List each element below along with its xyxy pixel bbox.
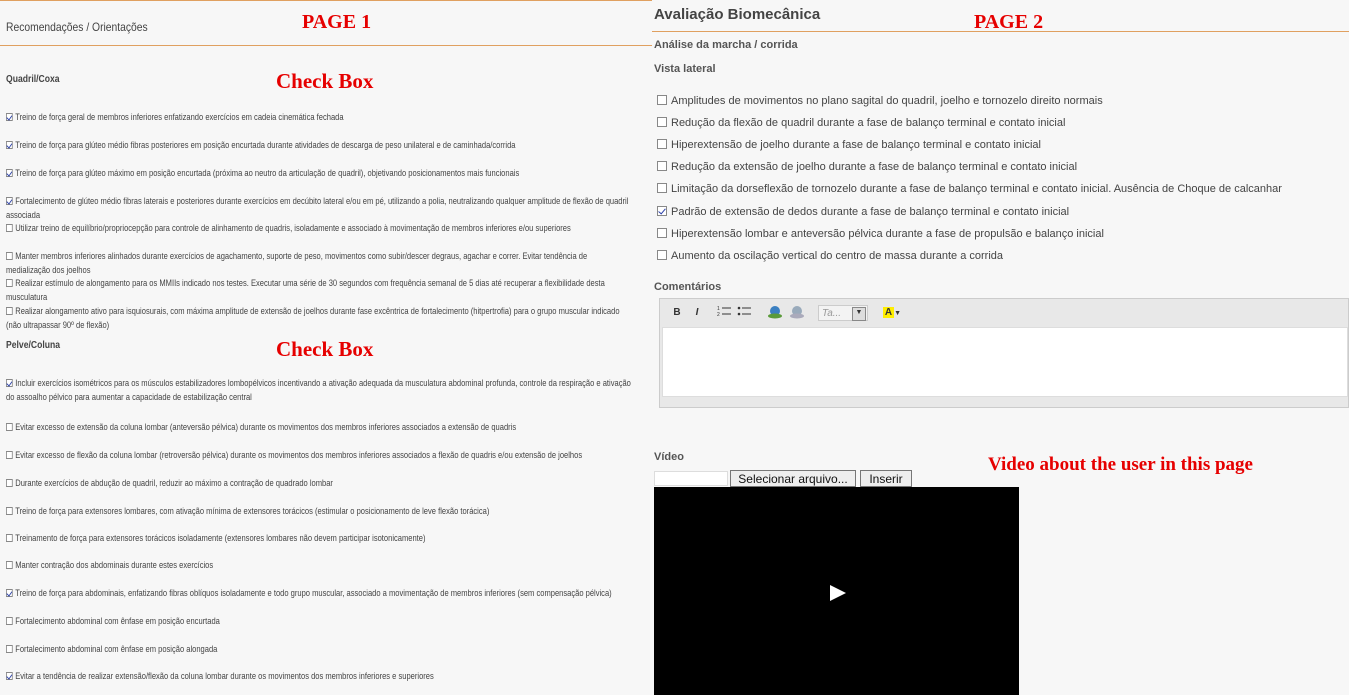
checkbox[interactable] xyxy=(6,561,13,569)
checkbox[interactable] xyxy=(6,252,13,260)
checkbox-label: Realizar estímulo de alongamento para os MMIIs indicado nos testes. Executar uma série de 30 segundos com frequência semanal de 5 dias até recuperar a flexibilidade desta musculatura xyxy=(6,278,605,302)
pelve-coluna-item[interactable] xyxy=(6,586,632,600)
pelve-coluna-item[interactable] xyxy=(6,558,632,572)
checkbox[interactable] xyxy=(6,141,13,149)
checkbox-label: Manter contração dos abdominais durante estes exercícios xyxy=(15,560,214,570)
pelve-coluna-item[interactable] xyxy=(6,642,632,656)
pelve-coluna-item[interactable] xyxy=(6,448,632,462)
page-1-title: Recomendações / Orientações xyxy=(6,20,148,34)
checkbox-label: Fortalecimento abdominal com ênfase em posição encurtada xyxy=(15,616,220,626)
checkbox-label: Durante exercícios de abdução de quadril, reduzir ao máximo a contração de quadrado lombar xyxy=(15,478,333,488)
checkbox[interactable] xyxy=(6,224,13,232)
quadril-coxa-item[interactable] xyxy=(6,166,632,180)
checkbox[interactable] xyxy=(657,183,667,193)
svg-text:2: 2 xyxy=(717,312,720,317)
comments-editor xyxy=(659,298,1349,408)
annotation-page-2: PAGE 2 xyxy=(974,11,1044,33)
pelve-coluna-item[interactable] xyxy=(6,376,632,404)
checkbox[interactable] xyxy=(6,113,13,121)
quadril-coxa-item[interactable] xyxy=(6,276,632,304)
checkbox-label: Fortalecimento abdominal com ênfase em posição alongada xyxy=(15,644,218,654)
checkbox[interactable] xyxy=(657,161,667,171)
annotation-checkbox-2: Check Box xyxy=(276,337,374,361)
checkbox-label: Treino de força geral de membros inferiores enfatizando exercícios em cadeia cinemática fechada xyxy=(15,112,344,122)
video-label: Vídeo xyxy=(654,451,684,463)
annotation-checkbox-1: Check Box xyxy=(276,69,374,93)
checkbox[interactable] xyxy=(6,451,13,459)
checkbox[interactable] xyxy=(657,139,667,149)
font-size-select[interactable] xyxy=(818,305,868,321)
checkbox-label: Incluir exercícios isométricos para os músculos estabilizadores lombopélvicos incentivando a ativação adequada da musculatura abdominal profunda, controle da respiração e ativação do assoalho pélvico para aumentar a capacidade de estabilização central xyxy=(6,378,631,402)
pelve-coluna-item[interactable] xyxy=(6,614,632,628)
checkbox[interactable] xyxy=(6,423,13,431)
checkbox[interactable] xyxy=(6,589,13,597)
checkbox-label: Treino de força para glúteo médio fibras posteriores em posição encurtada durante atividades de descarga de peso unilateral e de caminhada/corrida xyxy=(15,140,516,150)
page-2-panel xyxy=(652,0,1349,695)
gait-observation-item[interactable] xyxy=(657,117,1065,129)
pelve-coluna-item[interactable] xyxy=(6,504,632,518)
checkbox[interactable] xyxy=(6,279,13,287)
checkbox[interactable] xyxy=(6,672,13,680)
checkbox-label: Treino de força para glúteo máximo em posição encurtada (próxima ao neutro da articulação de quadril), objetivando posicionamentos mais funcionais xyxy=(15,168,520,178)
gait-observation-item[interactable] xyxy=(657,161,1077,173)
checkbox-label: Treino de força para extensores lombares, com ativação mínima de extensores torácicos (estimular o posicionamento de leve flexão torácica) xyxy=(15,506,490,516)
annotation-page-1: PAGE 1 xyxy=(302,11,372,33)
lateral-view-label: Vista lateral xyxy=(654,63,716,75)
section-title-pelve-coluna: Pelve/Coluna xyxy=(6,340,61,351)
text-color-value: A xyxy=(884,307,893,318)
checkbox[interactable] xyxy=(6,197,13,205)
gait-observation-item[interactable] xyxy=(657,183,1282,195)
quadril-coxa-item[interactable] xyxy=(6,138,632,152)
pelve-coluna-item[interactable] xyxy=(6,669,632,683)
checkbox[interactable] xyxy=(657,250,667,260)
checkbox[interactable] xyxy=(657,95,667,105)
bold-button[interactable]: B xyxy=(673,307,681,318)
checkbox[interactable] xyxy=(6,307,13,315)
video-player[interactable] xyxy=(654,487,1019,695)
checkbox-label: Padrão de extensão de dedos durante a fase de balanço terminal e contato inicial xyxy=(671,206,1070,218)
link-icon[interactable] xyxy=(766,305,784,321)
pelve-coluna-item[interactable] xyxy=(6,420,632,434)
checkbox[interactable] xyxy=(657,228,667,238)
checkbox-label: Evitar excesso de extensão da coluna lombar (anteversão pélvica) durante os movimentos dos membros inferiores associados a extensão de quadris xyxy=(15,422,517,432)
checkbox[interactable] xyxy=(6,507,13,515)
checkbox[interactable] xyxy=(6,645,13,653)
checkbox[interactable] xyxy=(6,617,13,625)
checkbox[interactable] xyxy=(6,169,13,177)
gait-observation-item[interactable] xyxy=(657,206,1069,218)
insert-button[interactable]: Inserir xyxy=(860,470,912,487)
checkbox-label: Treino de força para abdominais, enfatizando fibras oblíquos isoladamente e todo grupo muscular, associado a movimentação de membros inferiores (sem compensação pélvica) xyxy=(15,588,612,598)
text-color-button[interactable] xyxy=(878,305,906,321)
chevron-down-icon: ▼ xyxy=(852,307,866,321)
caret-down-icon: ▼ xyxy=(894,310,902,317)
gait-observation-item[interactable] xyxy=(657,139,1041,151)
checkbox-label: Fortalecimento de glúteo médio fibras laterais e posteriores durante exercícios em decúbito lateral e/ou em pé, utilizando a polia, neutralizando qualquer amplitude de flexão de quadril associada xyxy=(6,196,629,220)
checkbox-label: Redução da flexão de quadril durante a fase de balanço terminal e contato inicial xyxy=(671,117,1066,129)
gait-observation-item[interactable] xyxy=(657,228,1104,240)
checkbox[interactable] xyxy=(657,117,667,127)
checkbox-label: Limitação da dorseflexão de tornozelo durante a fase de balanço terminal e contato inicial. Ausência de Choque de calcanhar xyxy=(671,183,1282,195)
checkbox-label: Manter membros inferiores alinhados durante exercícios de agachamento, suporte de peso, movimentos como subir/descer degraus, agachar e correr. Evitar tendência de medialização dos joelhos xyxy=(6,251,588,275)
quadril-coxa-item[interactable] xyxy=(6,110,632,124)
gait-observation-item[interactable] xyxy=(657,250,1003,262)
numbered-list-icon[interactable] xyxy=(716,305,732,321)
checkbox-label: Aumento da oscilação vertical do centro de massa durante a corrida xyxy=(671,250,1004,262)
checkbox-label: Hiperextensão de joelho durante a fase de balanço terminal e contato inicial xyxy=(671,139,1041,151)
pelve-coluna-item[interactable] xyxy=(6,531,632,545)
quadril-coxa-item[interactable] xyxy=(6,249,632,277)
font-size-value: Ta... xyxy=(822,308,842,319)
checkbox[interactable] xyxy=(6,479,13,487)
quadril-coxa-item[interactable] xyxy=(6,304,632,332)
editor-toolbar xyxy=(660,299,1348,327)
play-icon[interactable] xyxy=(830,585,846,601)
svg-text:1: 1 xyxy=(717,306,720,312)
comments-text-area[interactable] xyxy=(662,327,1348,397)
bullet-list-icon[interactable] xyxy=(736,305,752,321)
file-name-field[interactable] xyxy=(654,471,728,486)
section-title-quadril-coxa: Quadril/Coxa xyxy=(6,74,60,85)
checkbox[interactable] xyxy=(6,379,13,387)
checkbox[interactable] xyxy=(6,534,13,542)
checkbox-label: Treinamento de força para extensores torácicos isoladamente (extensores lombares não devem participar isotonicamente) xyxy=(15,533,426,543)
unlink-icon[interactable] xyxy=(788,305,806,321)
checkbox-label: Evitar a tendência de realizar extensão/flexão da coluna lombar durante os movimentos dos membros inferiores e superiores xyxy=(15,671,434,681)
pelve-coluna-item[interactable] xyxy=(6,476,632,490)
comments-label: Comentários xyxy=(654,281,722,293)
checkbox-label: Evitar excesso de flexão da coluna lombar (retroversão pélvica) durante os movimentos dos membros inferiores associados a flexão de quadris e/ou extensão de joelhos xyxy=(15,450,583,460)
checkbox-label: Redução da extensão de joelho durante a fase de balanço terminal e contato inicial xyxy=(671,161,1078,173)
quadril-coxa-item[interactable] xyxy=(6,194,632,222)
checkbox-label: Realizar alongamento ativo para isquiosurais, com máxima amplitude de extensão de joelhos durante fase excêntrica de fortalecimento (hitpertrofia) para o grupo muscular indicado (não ultrapassar 90º de flexão) xyxy=(6,306,620,330)
checkbox-label: Utilizar treino de equilíbrio/propriocepção para controle de alinhamento de quadris, isoladamente e associado à movimentação de membros inferiores e/ou superiores xyxy=(15,223,571,233)
italic-button[interactable]: I xyxy=(695,307,699,318)
checkbox-label: Hiperextensão lombar e anteversão pélvica durante a fase de propulsão e balanço inicial xyxy=(671,228,1104,240)
gait-observation-item[interactable] xyxy=(657,95,1103,107)
checkbox[interactable] xyxy=(657,206,667,216)
annotation-video-note: Video about the user in this page xyxy=(988,454,1253,475)
quadril-coxa-item[interactable] xyxy=(6,221,632,235)
page-2-title: Avaliação Biomecânica xyxy=(654,6,821,23)
select-file-button[interactable]: Selecionar arquivo... xyxy=(730,470,856,487)
checkbox-label: Amplitudes de movimentos no plano sagital do quadril, joelho e tornozelo direito normais xyxy=(671,95,1103,107)
gait-analysis-subtitle: Análise da marcha / corrida xyxy=(654,39,798,51)
